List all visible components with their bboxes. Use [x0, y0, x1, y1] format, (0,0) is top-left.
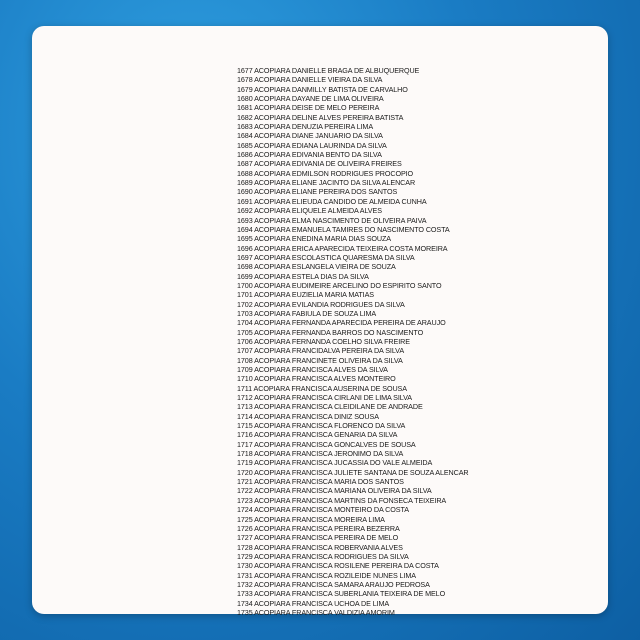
list-item: 1715 ACOPIARA FRANCISCA FLORENCO DA SILVA: [237, 421, 406, 431]
list-item: 1728 ACOPIARA FRANCISCA ROBERVANIA ALVES: [237, 542, 403, 552]
list-item: 1682 ACOPIARA DELINE ALVES PEREIRA BATISTA: [237, 112, 404, 122]
list-item: 1685 ACOPIARA EDIANA LAURINDA DA SILVA: [237, 140, 387, 150]
list-item: 1732 ACOPIARA FRANCISCA SAMARA ARAUJO PEDROSA: [237, 579, 430, 589]
list-item: 1714 ACOPIARA FRANCISCA DINIZ SOUSA: [237, 411, 379, 421]
list-item: 1703 ACOPIARA FABIULA DE SOUZA LIMA: [237, 308, 377, 318]
list-item: 1686 ACOPIARA EDIVANIA BENTO DA SILVA: [237, 150, 382, 160]
list-item: 1700 ACOPIARA EUDIMEIRE ARCELINO DO ESPIRITO SANTO: [237, 280, 442, 290]
list-item: 1690 ACOPIARA ELIANE PEREIRA DOS SANTOS: [237, 187, 398, 197]
list-item: 1681 ACOPIARA DEISE DE MELO PEREIRA: [237, 103, 380, 113]
list-item: 1733 ACOPIARA FRANCISCA SUBERLANIA TEIXEIRA DE MELO: [237, 589, 446, 599]
list-item: 1701 ACOPIARA EUZIELIA MARIA MATIAS: [237, 290, 374, 300]
list-item: 1694 ACOPIARA EMANUELA TAMIRES DO NASCIMENTO COSTA: [237, 224, 450, 234]
list-item: 1734 ACOPIARA FRANCISCA UCHOA DE LIMA: [237, 598, 390, 608]
list-item: 1720 ACOPIARA FRANCISCA JULIETE SANTANA DE SOUZA ALENCAR: [237, 467, 469, 477]
list-item: 1708 ACOPIARA FRANCINETE OLIVEIRA DA SILVA: [237, 355, 403, 365]
list-item: 1680 ACOPIARA DAYANE DE LIMA OLIVEIRA: [237, 94, 384, 104]
list-item: 1693 ACOPIARA ELMA NASCIMENTO DE OLIVEIRA PAIVA: [237, 215, 427, 225]
list-item: 1711 ACOPIARA FRANCISCA AUSERINA DE SOUSA: [237, 383, 407, 393]
list-item: 1725 ACOPIARA FRANCISCA MOREIRA LIMA: [237, 514, 385, 524]
list-item: 1735 ACOPIARA FRANCISCA VALDIZIA AMORIM: [237, 607, 395, 617]
list-item: 1699 ACOPIARA ESTELA DIAS DA SILVA: [237, 271, 369, 281]
list-item: 1704 ACOPIARA FERNANDA APARECIDA PEREIRA DE ARAUJO: [237, 318, 446, 328]
list-item: 1722 ACOPIARA FRANCISCA MARIANA OLIVEIRA DA SILVA: [237, 486, 432, 496]
list-item: 1712 ACOPIARA FRANCISCA CIRLANI DE LIMA SILVA: [237, 393, 412, 403]
list-item: 1727 ACOPIARA FRANCISCA PEREIRA DE MELO: [237, 533, 399, 543]
list-item: 1697 ACOPIARA ESCOLASTICA QUARESMA DA SILVA: [237, 252, 415, 262]
list-item: 1710 ACOPIARA FRANCISCA ALVES MONTEIRO: [237, 374, 396, 384]
document-card: [32, 26, 608, 617]
list-item: 1721 ACOPIARA FRANCISCA MARIA DOS SANTOS: [237, 477, 404, 487]
list-item: 1684 ACOPIARA DIANE JANUARIO DA SILVA: [237, 131, 383, 141]
list-item: 1679 ACOPIARA DANMILLY BATISTA DE CARVALHO: [237, 84, 408, 94]
list-item: 1706 ACOPIARA FERNANDA COELHO SILVA FREIRE: [237, 336, 410, 346]
list-item: 1709 ACOPIARA FRANCISCA ALVES DA SILVA: [237, 365, 388, 374]
list-item: 1716 ACOPIARA FRANCISCA GENARIA DA SILVA: [237, 430, 398, 440]
list-item: 1677 ACOPIARA DANIELLE BRAGA DE ALBUQUERQUE: [237, 66, 420, 75]
list-item: 1705 ACOPIARA FERNANDA BARROS DO NASCIMENTO: [237, 327, 424, 337]
list-item: 1717 ACOPIARA FRANCISCA GONCALVES DE SOUSA: [237, 439, 416, 449]
list-item: 1713 ACOPIARA FRANCISCA CLEIDILANE DE ANDRADE: [237, 402, 423, 412]
list-item: 1724 ACOPIARA FRANCISCA MONTEIRO DA COSTA: [237, 505, 409, 515]
list-item: 1718 ACOPIARA FRANCISCA JERONIMO DA SILVA: [237, 449, 404, 459]
list-item: 1730 ACOPIARA FRANCISCA ROSILENE PEREIRA DA COSTA: [237, 561, 439, 571]
name-list: [237, 66, 469, 617]
list-item: 1689 ACOPIARA ELIANE JACINTO DA SILVA ALENCAR: [237, 178, 416, 188]
list-item: 1683 ACOPIARA DENUZIA PEREIRA LIMA: [237, 122, 374, 132]
list-item: 1691 ACOPIARA ELIEUDA CANDIDO DE ALMEIDA CUNHA: [237, 196, 427, 206]
list-item: 1688 ACOPIARA EDMILSON RODRIGUES PROCOPIO: [237, 168, 414, 178]
list-item: 1726 ACOPIARA FRANCISCA PEREIRA BEZERRA: [237, 523, 400, 533]
list-item: 1723 ACOPIARA FRANCISCA MARTINS DA FONSECA TEIXEIRA: [237, 495, 447, 505]
list-item: 1731 ACOPIARA FRANCISCA ROZILEIDE NUNES LIMA: [237, 570, 416, 580]
list-item: 1692 ACOPIARA ELIQUELE ALMEIDA ALVES: [237, 206, 382, 216]
list-item: 1702 ACOPIARA EVILANDIA RODRIGUES DA SILVA: [237, 299, 405, 309]
list-item: 1696 ACOPIARA ERICA APARECIDA TEIXEIRA COSTA MOREIRA: [237, 243, 448, 253]
list-item: 1719 ACOPIARA FRANCISCA JUCASSIA DO VALE ALMEIDA: [237, 458, 433, 468]
list-item: 1729 ACOPIARA FRANCISCA RODRIGUES DA SILVA: [237, 551, 409, 561]
list-item: 1678 ACOPIARA DANIELLE VIEIRA DA SILVA: [237, 75, 383, 85]
list-item: 1698 ACOPIARA ESLANGELA VIEIRA DE SOUZA: [237, 262, 396, 272]
list-item: 1707 ACOPIARA FRANCIDALVA PEREIRA DA SILVA: [237, 346, 405, 356]
list-item: 1695 ACOPIARA ENEDINA MARIA DIAS SOUZA: [237, 234, 391, 244]
list-item: 1687 ACOPIARA EDIVANIA DE OLIVEIRA FREIRES: [237, 159, 402, 169]
